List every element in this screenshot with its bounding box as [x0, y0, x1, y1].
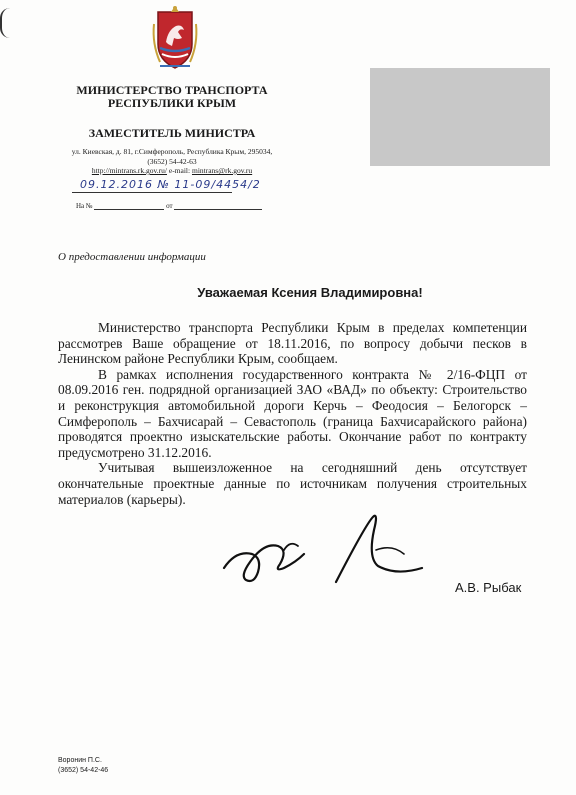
- ministry-title: [40, 84, 304, 110]
- redacted-recipient-block: [370, 68, 550, 166]
- deputy-minister-title: ЗАМЕСТИТЕЛЬ МИНИСТРА: [88, 126, 256, 140]
- address-street: ул. Киевская, д. 81, г.Симферополь, Республика Крым, 295034,: [71, 147, 273, 156]
- letter-body: [58, 320, 527, 507]
- reference-date-blank: [174, 209, 262, 210]
- registration-underline: [72, 192, 232, 193]
- executor-phone: (3652) 54-42-46: [58, 767, 109, 774]
- ministry-address: [40, 147, 304, 176]
- signature-icon: [218, 510, 438, 600]
- executor-info: [58, 756, 108, 776]
- signer-name: А.В. Рыбак: [455, 580, 522, 595]
- ministry-title-line1: МИНИСТЕРСТВО ТРАНСПОРТА: [76, 83, 268, 97]
- reference-row: [76, 202, 262, 210]
- salutation: Уважаемая Ксения Владимировна!: [197, 285, 423, 300]
- reference-from-label: от: [166, 202, 173, 210]
- address-phone: (3652) 54-42-63: [147, 156, 197, 166]
- email-link[interactable]: mintrans@rk.gov.ru: [191, 166, 253, 175]
- executor-name: Воронин П.С.: [58, 757, 102, 764]
- reference-prefix: На №: [76, 202, 93, 210]
- crimea-coat-of-arms-icon: [150, 4, 200, 74]
- website-link[interactable]: http://mintrans.rk.gov.ru/: [91, 166, 167, 175]
- letter-subject: О предоставлении информации: [58, 251, 206, 263]
- body-paragraph-1: Министерство транспорта Республики Крым в пределах компетенции рассмотрев Ваше обращение от 18.11.2016, по вопросу добычи песков в Ленинском районе Республики Крым, сообщаем.: [58, 320, 527, 367]
- handwritten-registration: 09.12.2016 № 11-09/4454/2: [80, 178, 261, 191]
- body-paragraph-3: Учитывая вышеизложенное на сегодняшний день отсутствует окончательные проектные данные по источникам получения строительных материалов (карьеры).: [58, 460, 527, 507]
- reference-number-blank: [94, 209, 164, 210]
- scan-edge-mark: [0, 8, 10, 38]
- ministry-title-line2: РЕСПУБЛИКИ КРЫМ: [107, 96, 237, 110]
- email-label: e-mail:: [168, 166, 191, 175]
- body-paragraph-2: В рамках исполнения государственного контракта № 2/16-ФЦП от 08.09.2016 ген. подрядной организацией ЗАО «ВАД» по объекту: Строительство и реконструкция автомобильной дороги Керчь – Феодосия – Белогорск – Симферополь – Бахчисарай – Севастополь (граница Бахчисарайского района) проводятся проектно изыскательские работы. Окончание работ по контракту предусмотрено 31.12.2016.: [58, 366, 527, 460]
